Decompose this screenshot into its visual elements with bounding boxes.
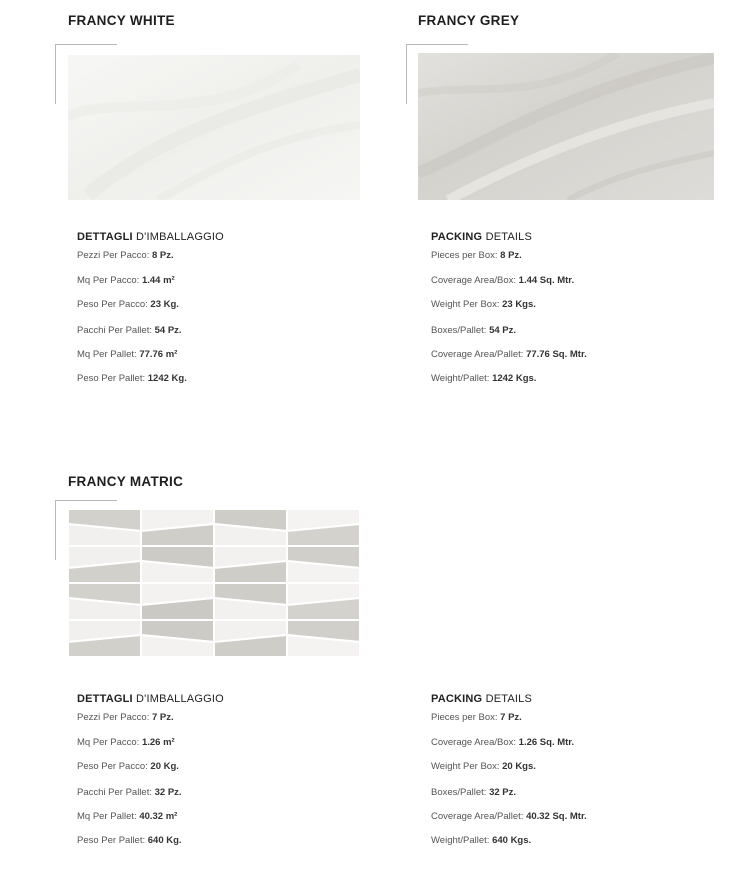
detail-row: Coverage Area/Box: 1.26 Sq. Mtr. xyxy=(431,737,575,748)
detail-row: Weight/Pallet: 640 Kgs. xyxy=(431,835,532,846)
packing-details-francy-white xyxy=(77,230,377,390)
detail-row: Pacchi Per Pallet: 32 Pz. xyxy=(77,787,182,798)
detail-row: Boxes/Pallet: 32 Pz. xyxy=(431,787,517,798)
corner-mark xyxy=(406,44,407,104)
detail-row: Pieces per Box: 7 Pz. xyxy=(431,712,522,723)
packing-details-francy-grey xyxy=(431,230,731,390)
packing-details-francy-matric-it xyxy=(77,692,377,852)
detail-row: Peso Per Pacco: 20 Kg. xyxy=(77,761,179,772)
detail-row: Peso Per Pacco: 23 Kg. xyxy=(77,299,179,310)
detail-row: Weight/Pallet: 1242 Kgs. xyxy=(431,373,537,384)
details-heading: PACKING DETAILS xyxy=(431,231,532,243)
tile-image-francy-grey xyxy=(418,53,714,200)
product-title-francy-matric: FRANCY MATRIC xyxy=(68,474,184,489)
product-title-francy-white: FRANCY WHITE xyxy=(68,13,175,28)
product-title-francy-grey: FRANCY GREY xyxy=(418,13,520,28)
corner-mark xyxy=(55,500,117,501)
detail-row: Mq Per Pallet: 40.32 m² xyxy=(77,811,178,822)
detail-row: Pezzi Per Pacco: 7 Pz. xyxy=(77,712,174,723)
detail-row: Peso Per Pallet: 640 Kg. xyxy=(77,835,182,846)
detail-row: Peso Per Pallet: 1242 Kg. xyxy=(77,373,187,384)
details-heading: DETTAGLI D'IMBALLAGGIO xyxy=(77,231,224,243)
detail-row: Boxes/Pallet: 54 Pz. xyxy=(431,325,517,336)
corner-mark xyxy=(55,44,117,45)
detail-row: Pieces per Box: 8 Pz. xyxy=(431,250,522,261)
corner-mark xyxy=(55,44,56,104)
detail-row: Weight Per Box: 23 Kgs. xyxy=(431,299,536,310)
corner-mark xyxy=(406,44,468,45)
corner-mark xyxy=(55,500,56,560)
details-heading: PACKING DETAILS xyxy=(431,693,532,705)
detail-row: Mq Per Pacco: 1.44 m² xyxy=(77,275,175,286)
detail-row: Pezzi Per Pacco: 8 Pz. xyxy=(77,250,174,261)
packing-details-francy-matric-en xyxy=(431,692,731,852)
detail-row: Mq Per Pacco: 1.26 m² xyxy=(77,737,175,748)
details-heading: DETTAGLI D'IMBALLAGGIO xyxy=(77,693,224,705)
detail-row: Weight Per Box: 20 Kgs. xyxy=(431,761,536,772)
detail-row: Coverage Area/Pallet: 40.32 Sq. Mtr. xyxy=(431,811,587,822)
tile-image-francy-matric xyxy=(68,509,360,657)
detail-row: Coverage Area/Box: 1.44 Sq. Mtr. xyxy=(431,275,575,286)
tile-image-francy-white xyxy=(68,55,360,200)
detail-row: Coverage Area/Pallet: 77.76 Sq. Mtr. xyxy=(431,349,587,360)
detail-row: Mq Per Pallet: 77.76 m² xyxy=(77,349,178,360)
detail-row: Pacchi Per Pallet: 54 Pz. xyxy=(77,325,182,336)
